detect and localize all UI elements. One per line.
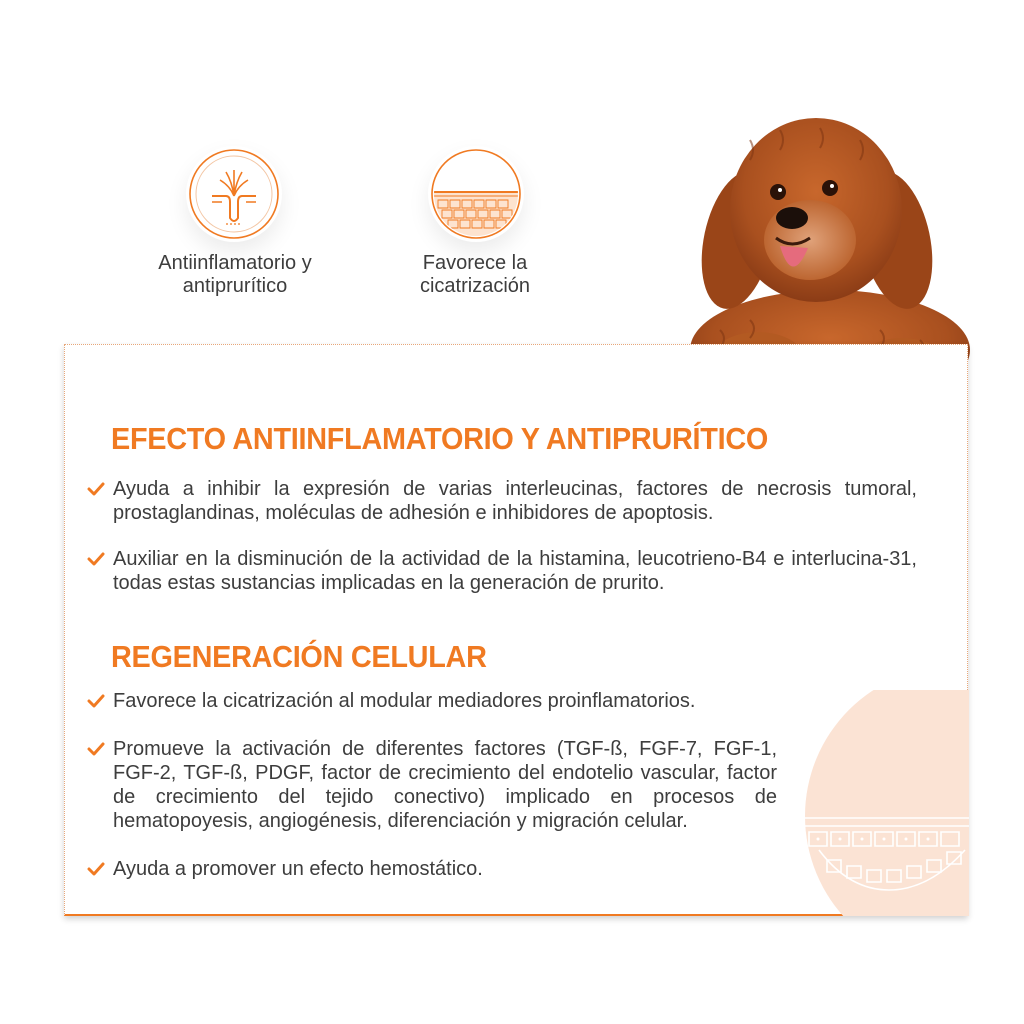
check-icon <box>87 693 105 709</box>
check-icon <box>87 741 105 757</box>
info-card <box>64 344 968 916</box>
feature-antiinflammatory <box>140 140 330 310</box>
check-icon <box>87 481 105 497</box>
list-item-text: Ayuda a inhibir la expresión de varias interleucinas, factores de necrosis tumoral, prostaglandinas, moléculas de adhesión e inhibidores de apoptosis. <box>113 478 917 524</box>
feature-caption: Antiinflamatorio y antiprurítico <box>158 252 312 297</box>
check-icon <box>87 551 105 567</box>
hair-follicle-icon <box>186 146 282 242</box>
feature-caption: Favorece la cicatrización <box>419 252 531 297</box>
section-title: EFECTO ANTIINFLAMATORIO Y ANTIPRURÍTICO <box>111 421 769 456</box>
skin-cells-icon <box>428 146 524 242</box>
section-title: REGENERACIÓN CELULAR <box>111 639 487 674</box>
list-item-text: Ayuda a promover un efecto hemostático. <box>113 858 483 880</box>
check-icon <box>87 861 105 877</box>
skin-cells-icon <box>805 690 969 916</box>
list-item-text: Favorece la cicatrización al modular mediadores proinflamatorios. <box>113 690 696 712</box>
list-item-text: Promueve la activación de diferentes factores (TGF-ß, FGF-7, FGF-1, FGF-2, TGF-ß, PDGF, factor de crecimiento del endotelio vascular, factor de crecimiento del tejido conectivo) implicado en procesos de hematopoyesis, angiogénesis, diferenciación y migración celular. <box>113 738 777 832</box>
feature-healing <box>380 140 570 310</box>
list-item-text: Auxiliar en la disminución de la actividad de la histamina, leucotrieno-B4 e interlucina-31, todas estas sustancias implicadas en la generación de prurito. <box>113 548 917 594</box>
